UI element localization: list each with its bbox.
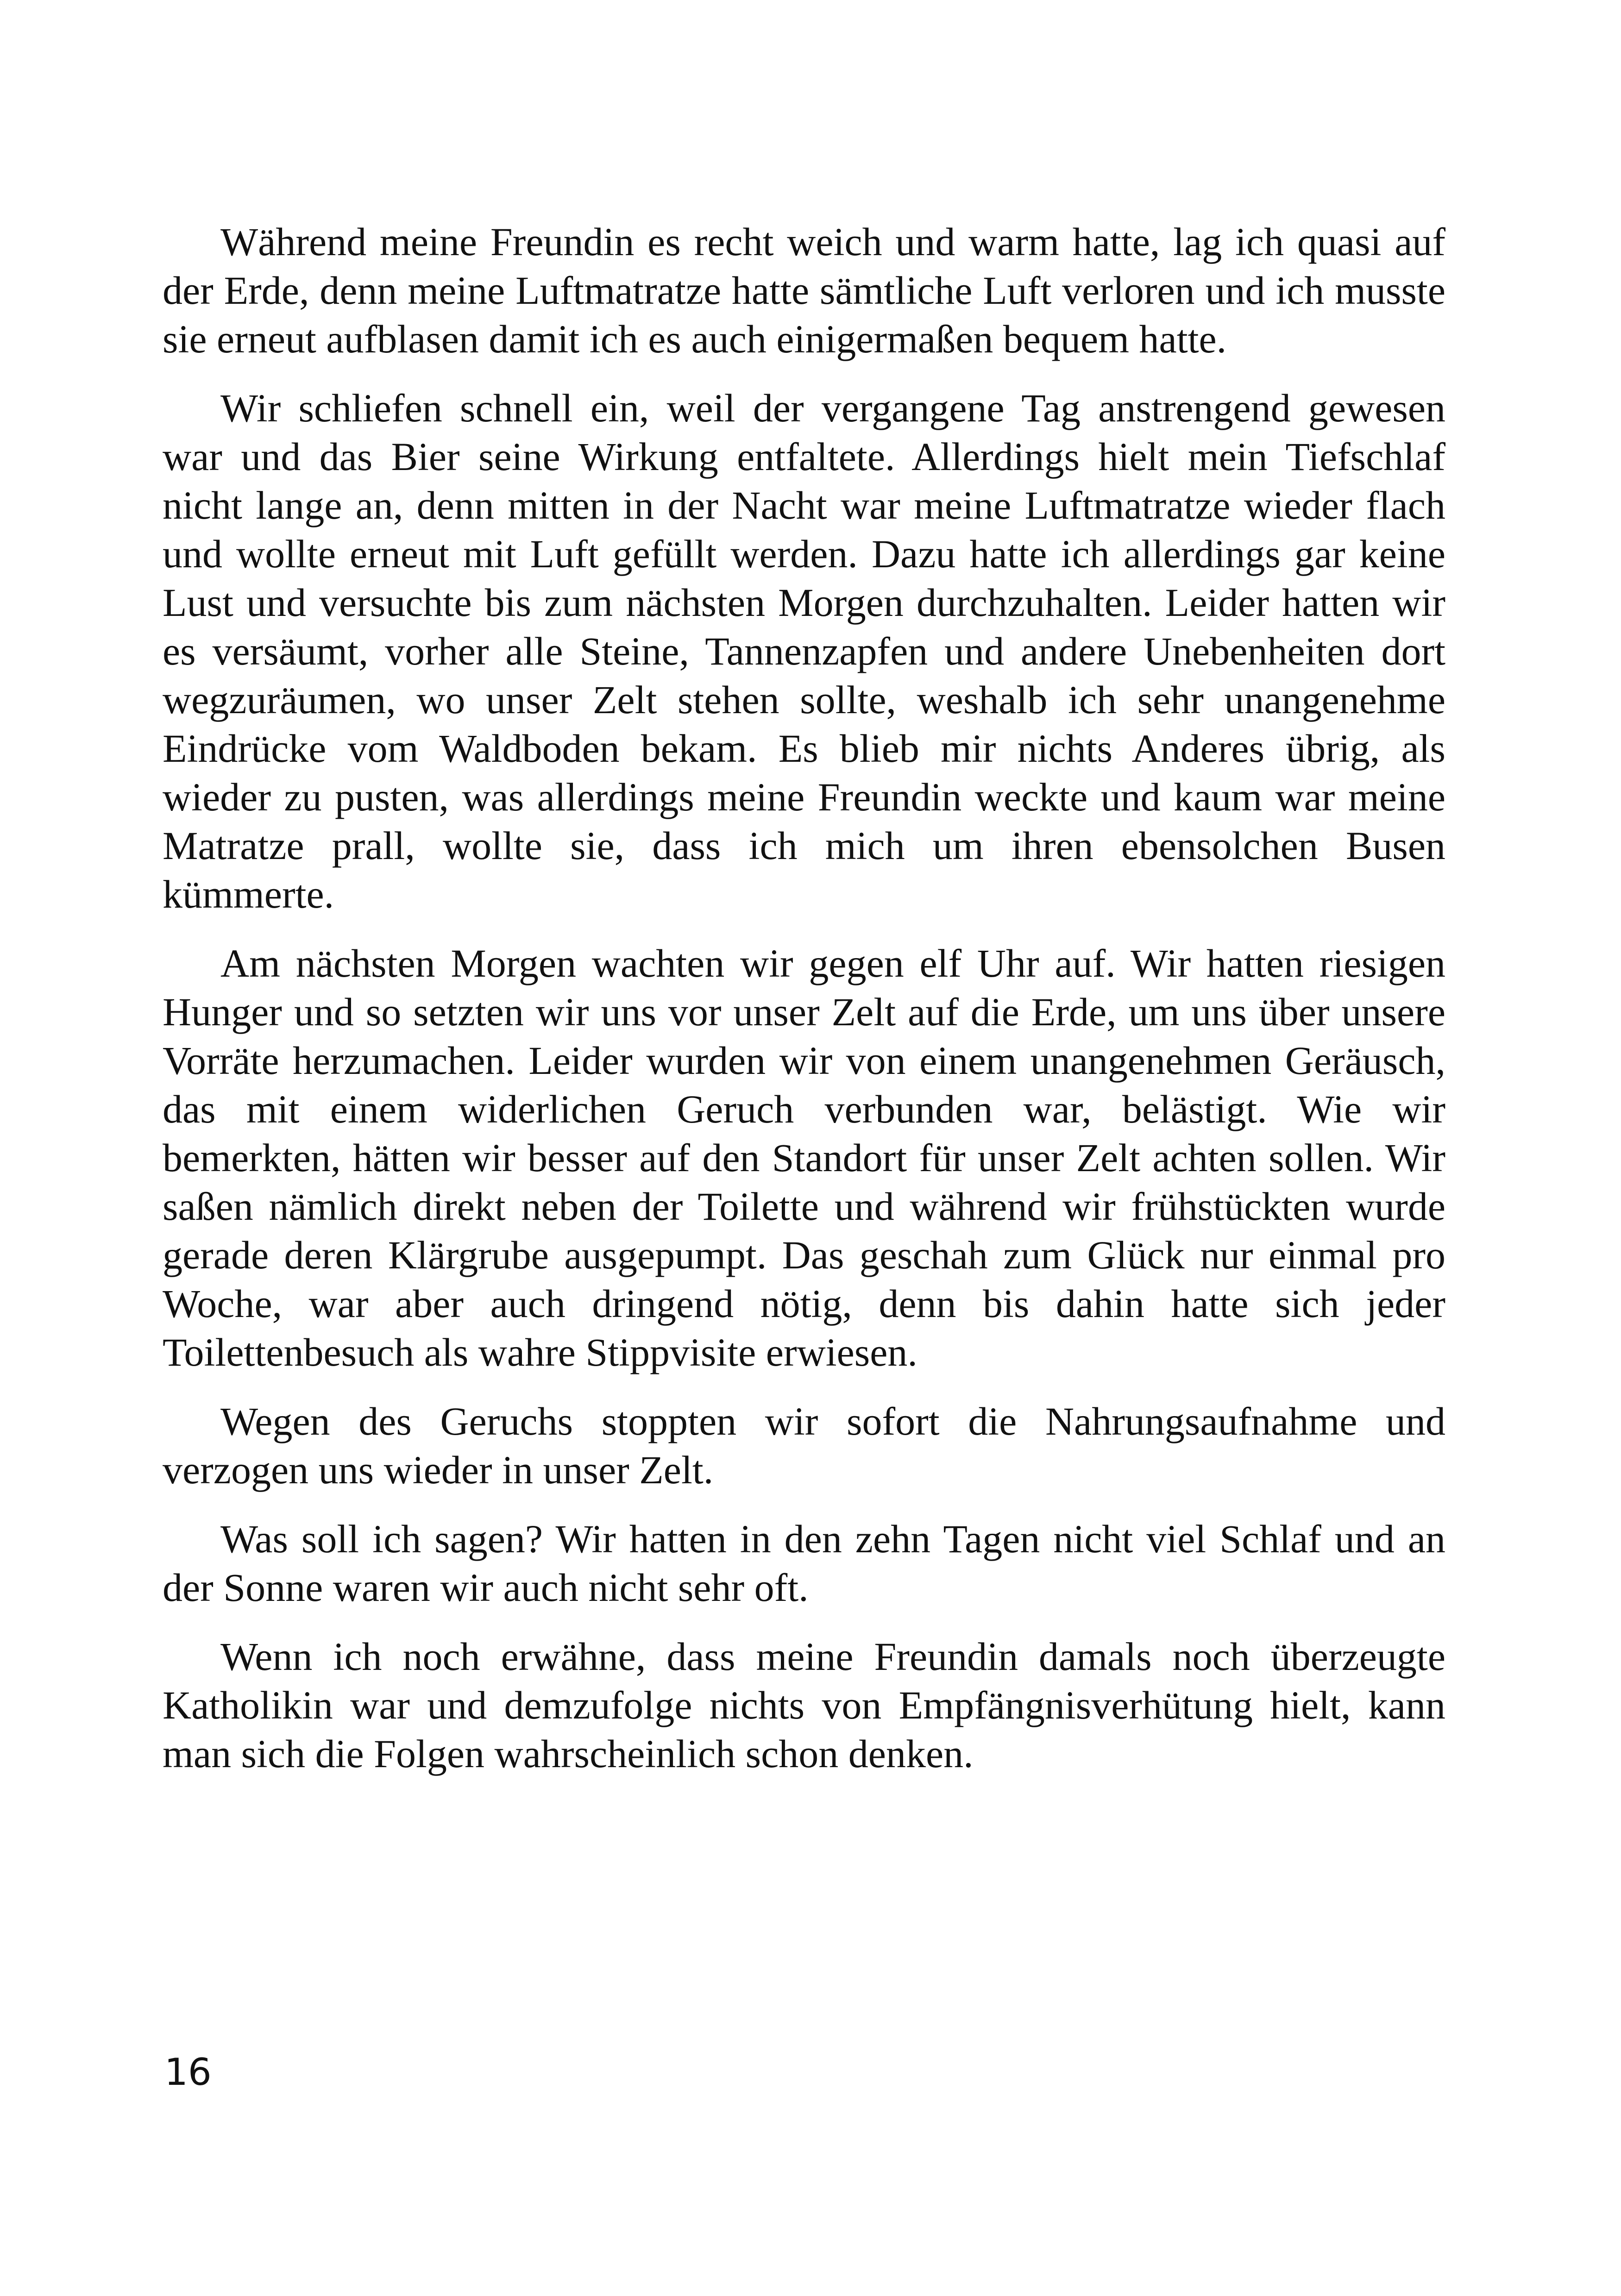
paragraph: Wir schliefen schnell ein, weil der vergangene Tag anstrengend gewesen war und das Bier seine Wirkung entfaltete. Allerdings hielt mein Tiefschlaf nicht lange an, denn mitten in der Nacht war meine Luftmatratze wieder flach und wollte erneut mit Luft gefüllt werden. Dazu hatte ich allerdings gar keine Lust und versuchte bis zum nächsten Morgen durchzuhalten. Leider hatten wir es versäumt, vorher alle Steine, Tannenzapfen und andere Unebenheiten dort wegzuräumen, wo unser Zelt stehen sollte, weshalb ich sehr unangenehme Eindrücke vom Waldboden bekam. Es blieb mir nichts Anderes übrig, als wieder zu pusten, was allerdings meine Freundin weckte und kaum war meine Matratze prall, wollte sie, dass ich mich um ihren ebensolchen Busen kümmerte. [163,386,1445,916]
paragraph: Während meine Freundin es recht weich und warm hatte, lag ich quasi auf der Erde, denn meine Luftmatratze hatte sämtliche Luft verloren und ich musste sie erneut aufblasen damit ich es auch einigermaßen bequem hatte. [163,220,1445,361]
paragraph: Wegen des Geruchs stoppten wir sofort die Nahrungsaufnahme und verzogen uns wieder in unser Zelt. [163,1399,1445,1492]
paragraph: Wenn ich noch erwähne, dass meine Freundin damals noch überzeugte Katholikin war und demzufolge nichts von Empfängnisverhütung hielt, kann man sich die Folgen wahrscheinlich schon denken. [163,1634,1445,1776]
paragraph: Was soll ich sagen? Wir hatten in den zehn Tagen nicht viel Schlaf und an der Sonne waren wir auch nicht sehr oft. [163,1517,1445,1610]
page-number: 16 [164,2051,212,2094]
body-text [163,218,1445,1799]
paragraph: Am nächsten Morgen wachten wir gegen elf Uhr auf. Wir hatten riesigen Hunger und so setzten wir uns vor unser Zelt auf die Erde, um uns über unsere Vorräte herzumachen. Leider wurden wir von einem unangenehmen Geräusch, das mit einem widerlichen Geruch verbunden war, belästigt. Wie wir bemerkten, hätten wir besser auf den Standort für unser Zelt achten sollen. Wir saßen nämlich direkt neben der Toilette und während wir frühstückten wurde gerade deren Klärgrube ausgepumpt. Das geschah zum Glück nur einmal pro Woche, war aber auch dringend nötig, denn bis dahin hatte sich jeder Toilettenbesuch als wahre Stippvisite erwiesen. [163,941,1445,1374]
